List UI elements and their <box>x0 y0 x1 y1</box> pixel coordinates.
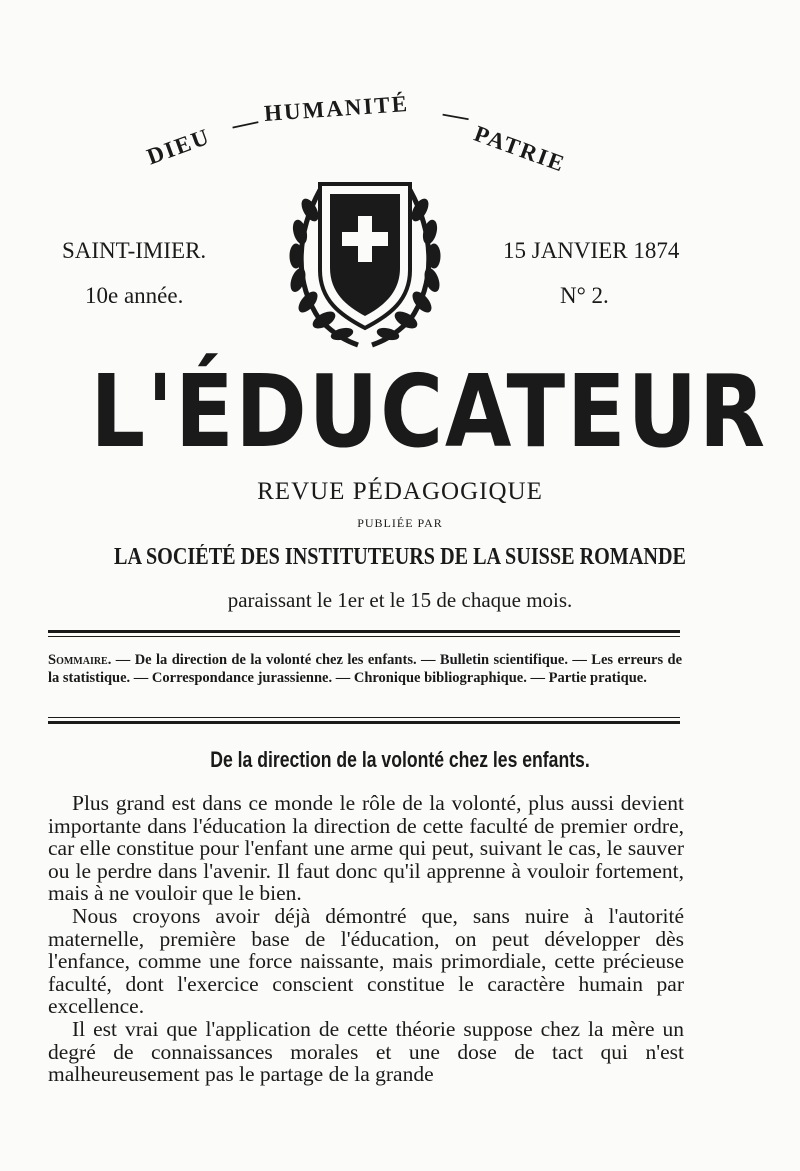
divider-top <box>48 630 680 633</box>
article-body <box>48 792 684 1086</box>
divider-bottom-thin <box>48 717 680 718</box>
location: SAINT-IMIER. <box>62 238 207 263</box>
society-name: LA SOCIÉTÉ DES INSTITUTEURS DE LA SUISSE ROMANDE <box>114 544 686 570</box>
article-title: De la direction de la volonté chez les enfants. <box>210 747 590 772</box>
divider-top-thin <box>48 636 680 637</box>
motto-patrie: PATRIE <box>470 120 570 177</box>
contents-text: — De la direction de la volonté chez les enfants. — Bulletin scientifique. — Les erreurs de la statistique. — Correspondance jurassienne. — Chronique bibliographique. — Partie pratique. <box>48 652 683 686</box>
article-paragraph: Nous croyons avoir déjà démontré que, sans nuire à l'autorité maternelle, première base de l'éducation, on peut développer dès l'enfance, comme une force naissante, mais primordiale, cette précieuse faculté, dont l'exercice conscient constitue le caractère humain par excellence. <box>48 903 684 1019</box>
article-paragraph: Plus grand est dans ce monde le rôle de la volonté, plus aussi devient importante dans l'éducation la direction de cette faculté de premier ordre, car elle constitue pour l'enfant une arme qui peut, suivant le cas, le sauver ou le perdre dans l'avenir. Il faut donc qu'il apprenne à vouloir fortement, mais à ne vouloir que le bien. <box>48 791 684 906</box>
masthead-subtitle: REVUE PÉDAGOGIQUE <box>257 478 543 505</box>
issue-number: N° 2. <box>560 283 609 308</box>
year-label: 10e année. <box>85 283 184 308</box>
article-paragraph: Il est vrai que l'application de cette théorie suppose chez la mère un degré de connaissances morales et une dose de tact qui n'est malheureusement pas le partage de la grande <box>48 1016 684 1087</box>
masthead-title: L'ÉDUCATEUR <box>90 353 767 470</box>
motto-humanite: HUMANITÉ <box>263 90 410 127</box>
table-of-contents <box>48 651 682 687</box>
motto-separator: — <box>440 97 472 132</box>
issue-date: 15 JANVIER 1874 <box>503 238 680 263</box>
swiss-cross-shield-icon <box>280 170 450 350</box>
published-by: PUBLIÉE PAR <box>357 516 443 530</box>
divider-bottom <box>48 721 680 724</box>
motto-separator: — <box>229 105 261 140</box>
publication-frequency: paraissant le 1er et le 15 de chaque mois. <box>227 588 573 612</box>
contents-label: Sommaire. <box>48 652 112 668</box>
motto-dieu: DIEU <box>143 123 214 170</box>
